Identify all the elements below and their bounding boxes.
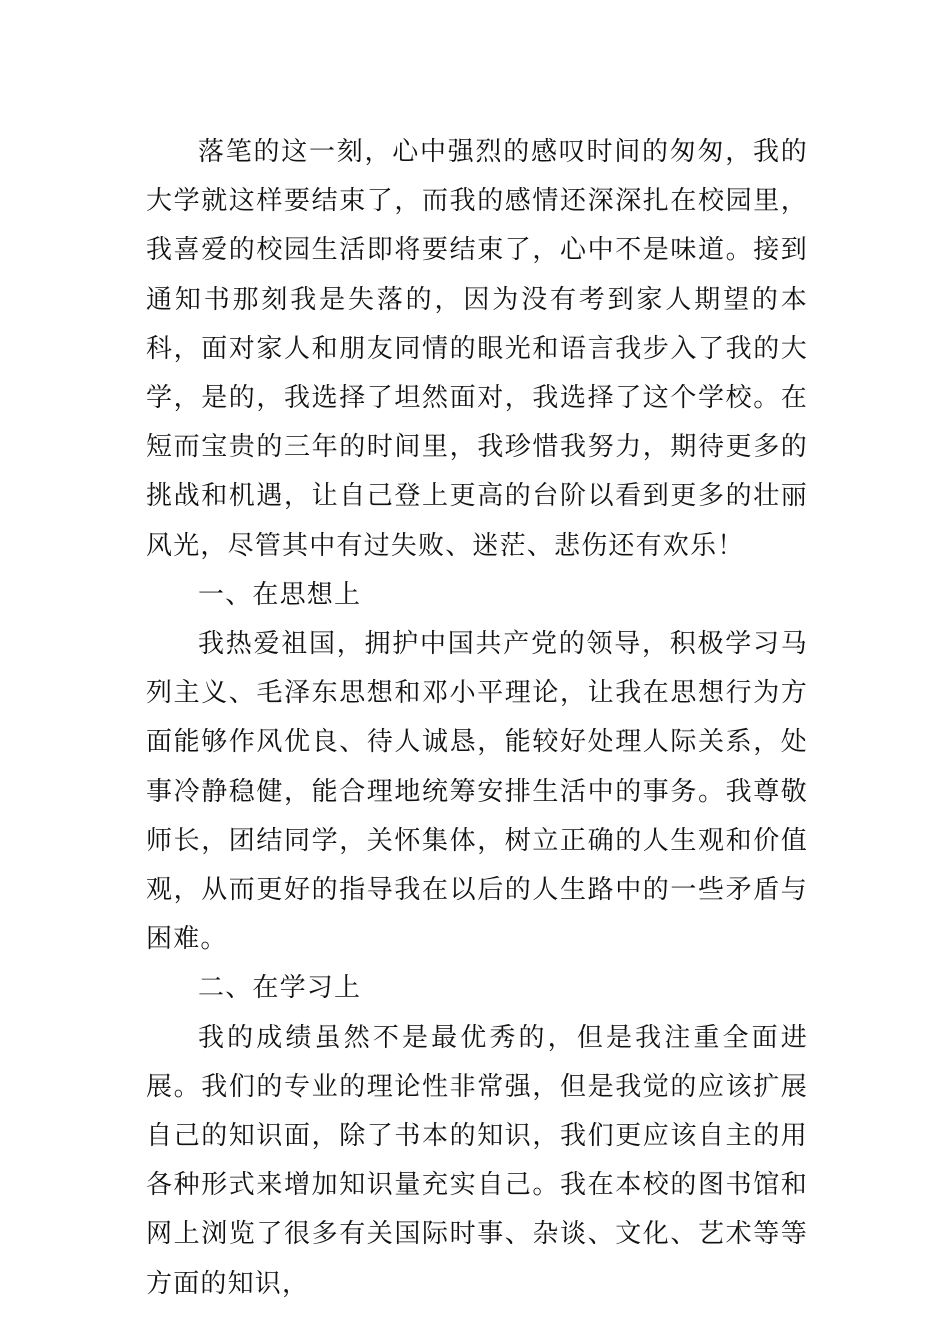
document-body <box>146 128 808 1309</box>
paragraph-intro: 落笔的这一刻，心中强烈的感叹时间的匆匆，我的大学就这样要结束了，而我的感情还深深扎在校园里，我喜爱的校园生活即将要结束了，心中不是味道。接到通知书那刻我是失落的，因为没有考到家人期望的本科，面对家人和朋友同情的眼光和语言我步入了我的大学，是的，我选择了坦然面对，我选择了这个学校。在短而宝贵的三年的时间里，我珍惜我努力，期待更多的挑战和机遇，让自己登上更高的台阶以看到更多的壮丽风光，尽管其中有过失败、迷茫、悲伤还有欢乐！ <box>146 137 808 561</box>
section-heading-study: 二、在学习上 <box>198 973 362 1004</box>
paragraph-thought: 我热爱祖国，拥护中国共产党的领导，积极学习马列主义、毛泽东思想和邓小平理论，让我在思想行为方面能够作风优良、待人诚恳，能较好处理人际关系，处事冷静稳健，能合理地统筹安排生活中的事务。我尊敬师长，团结同学，关怀集体，树立正确的人生观和价值观，从而更好的指导我在以后的人生路中的一些矛盾与困难。 <box>146 629 808 955</box>
section-heading-thought: 一、在思想上 <box>198 579 362 610</box>
paragraph-study: 我的成绩虽然不是最优秀的，但是我注重全面进展。我们的专业的理论性非常强，但是我觉的应该扩展自己的知识面，除了书本的知识，我们更应该自主的用各种形式来增加知识量充实自己。我在本校的图书馆和网上浏览了很多有关国际时事、杂谈、文化、艺术等等方面的知识， <box>146 1022 808 1299</box>
